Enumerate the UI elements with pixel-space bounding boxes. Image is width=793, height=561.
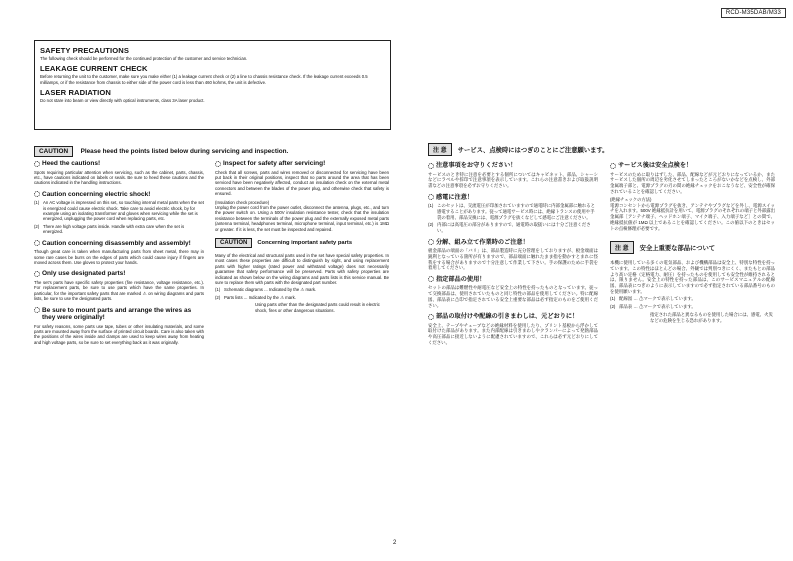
gear-icon: [428, 194, 434, 200]
important-parts-heading: Concerning important safety parts: [257, 239, 353, 246]
gear-icon: [215, 161, 221, 167]
jp-s1-text: サービスのとき特に注意を必要とする個所についてはキャビネット、部品、シャーシなどにラベルや捺印で注意事項を表示しています。これらの注意書きおよび取扱説明書などの注意事項を必ずお守りください。: [428, 171, 598, 188]
shock-item-1: (1) An AC voltage is impressed on this set, so touching internal metal parts when the set is energized could cause electric shock. Take care to avoid electric shock, by for example using an isolating transformer and gloves when servicing while the set is energized, unplugging the power cord when replacing parts, etc.: [34, 200, 204, 222]
gear-icon: [610, 163, 616, 169]
caution-label: CAUTION: [215, 238, 252, 248]
left-column: [34, 155, 204, 347]
jp-s4-text: セットの部品は難燃性や耐電圧など安全上の特性を持ったものとなっています。従って交換部品は、使用されていたものと同じ特性の部品を使用してください。特に配線図、部品表に⚠印で指定されている安全上重要な部品は必ず指定のものをご使用ください。: [428, 285, 598, 308]
jp-s5-text: 安全上、テープやチューブなどの絶縁材料を使用したり、プリント基板から浮かして取付けた部品があります。また内部配線は引きまわしやクランパーによって発熱部品や高圧部品に接近しないように配慮されていますので、これらは必ず元どおりにしてください。: [428, 322, 598, 345]
jp-s7-item-2: (2) 部品表 … ⚠マークで表示しています。: [610, 304, 696, 310]
model-number: RCD-M35DAB/M33: [721, 8, 786, 18]
gear-icon: [428, 163, 434, 169]
shock-item-2: (2) There are high voltage parts inside. Handle with extra care when the set is energized.: [34, 223, 185, 235]
jp-s6-sub-text: 電源コンセントから電源プラグを抜き、アンテナやプラグなどを外し、電源スイッチを入れます。500V 絶縁抵抗計を用いて、電源プラグのそれぞれの端子と外部露出金属部［アンテナ端子、ヘッドホン端子、マイク端子、入力端子など］との間で、絶縁抵抗値が 1MΩ 以上であることを確認してください。この値以下のときはセットの点検修理が必要です。: [610, 202, 775, 231]
heed-text: Spots requiring particular attention when servicing, such as the cabinet, parts, chassis, etc., have cautions indicated on labels or seals. Be sure to heed these cautions and the cautions indicated in the handling instructions.: [34, 169, 204, 186]
jp-s2-heading: 感電に注意！: [428, 194, 598, 202]
jp-s2-item-1: (1) このセットは、交流電圧が印加されていますので通電時に内部金属部に触れると感電することがあります。従って通電サービス時には、絶縁トランスの使用や手袋の着用、部品交換には、電源プラグを抜くなどして感電にご注意ください。: [428, 203, 596, 220]
inspect-text: Check that all screws, parts and wires removed or disconnected for servicing have been put back in their original positions, inspect that no parts around the area that has been serviced have been negatively affected, conduct an insulation check on the external metal connectors and between the blades of the power plug, and otherwise check that safety is ensured.: [215, 169, 389, 197]
laser-heading: LASER RADIATION: [40, 87, 111, 97]
caution-banner-text: Please heed the points listed below during servicing and inspection.: [80, 148, 289, 156]
jp-s5-heading: 部品の取付けや配線の引きまわしは、元どおりに！: [428, 313, 598, 321]
insulation-text: Unplug the power cord from the power outlet, disconnect the antenna, plugs, etc., and turn the power switch on. Using a 500V insulation resistance tester, check that the insulation resistance between the terminals of the power plug and the externally exposed metal parts (antenna terminal, headphones terminal, microphone terminal, input terminal, etc.) is 1MΩ or greater. If it is less, the set must be inspected and repaired.: [215, 204, 389, 232]
safety-heading: SAFETY PRECAUTIONS: [40, 46, 129, 55]
jp-s6-text: サービスのために取りはずした、部品、配線などが元どおりになっているか、またサービスした個所の周辺を劣化させてしまったところがないかなどを点検し、外部金属端子部と、電源プラグの刃の間の絶縁チェックをおこなうなど、安全性が確保されていることを確認してください。: [610, 171, 775, 194]
designated-text: The set's parts have specific safety properties (fire resistance, voltage resistance, etc.). For replacement parts, be sure to use parts which have the same properties. In particular, for the important safety parts that are marked ⚠ on wiring diagrams and parts lists, be sure to use the designated parts.: [34, 279, 204, 302]
jp-caution-title: サービス、点検時にはつぎのことにご注意願います。: [457, 147, 609, 154]
important-parts-text: Many of the electrical and structural parts used in the set have special safety properties. In most cases these properties are difficult to distinguish by sight, and using replacement parts with higher ratings (rated power and withstand voltage) does not necessarily guarantee that safety performance will be preserved. Parts with safety properties are indicated as shown below on the wiring diagrams and parts lists is this service manual. Be sure to replace them with parts with the designated part number.: [215, 252, 389, 285]
jp-important-title: 安全上重要な部品について: [639, 245, 716, 253]
important-parts-banner: [215, 238, 389, 248]
jp-s7-text: 本機に使用している多くの電気部品、および機構部品は安全上、特別な特性を持っています。この特性はほとんどの場合、外観では判別つきにくく、またもとの部品より高い定格（定格電力、耐圧）を持ったものを使用しても安全性が維持されるとは、限りません。安全上の特性を持った部品は、このサービスマニュアルの配線図、部品表につぎのように表示していますので必ず指定されている部品番号のものを使用願います。: [610, 260, 775, 294]
gear-icon: [34, 307, 40, 313]
gear-icon: [34, 191, 40, 197]
jp-s7-item-1: (1) 配線図 … ⚠マークで表示しています。: [610, 296, 696, 302]
designated-heading: Only use designated parts!: [34, 270, 204, 278]
mount-heading: Be sure to mount parts and arrange the wires as they were originally!: [34, 307, 204, 322]
jp-s7-item-2-note: 指定された部品と異なるものを使用した場合には、感電、火災などの危険を生じる恐れがあります。: [650, 311, 773, 323]
gear-icon: [34, 271, 40, 277]
jp-s1-heading: 注意事項をお守りください！: [428, 162, 598, 170]
gear-icon: [34, 161, 40, 167]
jp-s6-heading: サービス後は安全点検を！: [610, 162, 775, 170]
page-number: 2: [393, 540, 397, 546]
important-item-2: (2) Parts lists ... Indicated by the ⚠ mark.: [215, 294, 296, 300]
jp-s3-heading: 分解、組み立て作業時のご注意！: [428, 239, 598, 247]
jp-s2-item-2: (2) 内部には高電圧の部分がありますので、通電時の取扱いには十分ご注意ください。: [428, 222, 591, 233]
caution-label: CAUTION: [34, 146, 73, 157]
leakage-heading: LEAKAGE CURRENT CHECK: [40, 64, 148, 74]
heed-heading: Heed the cautions!: [34, 160, 204, 168]
gear-icon: [428, 314, 434, 320]
gear-icon: [428, 276, 434, 282]
shock-heading: Caution concerning electric shock!: [34, 191, 204, 199]
disassembly-text: Though great care is taken when manufacturing parts from sheet metal, there may in some rare cases be burrs on the edges of parts which could cause injury if fingers are moved across them. Use gloves to protect your hands.: [34, 249, 204, 265]
important-item-2-note: Using parts other than the designated parts could result in electric shock, fires or other dangerous situations.: [255, 302, 380, 313]
laser-text: Do not stare into beam or view directly with optical instruments, class 3A laser product.: [40, 97, 205, 103]
jp-important-banner: [610, 241, 775, 254]
insulation-heading: (Insulation check procedure): [215, 199, 270, 205]
jp-left-column: [428, 157, 598, 348]
important-item-1: (1) Schematic diagrams ... Indicated by the ⚠ mark.: [215, 287, 317, 293]
jp-s4-heading: 指定部品の使用！: [428, 276, 598, 284]
gear-icon: [34, 240, 40, 246]
jp-caution-banner: [428, 143, 768, 156]
safety-text: The following check should be performed for the continued protection of the customer and service technician.: [40, 56, 248, 61]
jp-s6-sub-heading: (絶縁チェックの方法): [610, 197, 652, 203]
middle-column: [215, 155, 389, 315]
leakage-text: Before returning the unit to the customer, make sure you make either (1) a leakage current check or (2) a line to chassis resistance check. If the leakage current exceeds 0.5 milliamps, or if the resistance from chassis to either side of the power cord is less than 460 kohms, the unit is defective.: [40, 74, 368, 85]
mount-text: For safety reasons, some parts use tape, tubes or other insulating materials, and some parts are mounted away from the surface of printed circuit boards. Care is also taken with the positions of the wires inside and clamps are used to keep wires away from heating and high voltage parts, so be sure to set everything back as it was originally.: [34, 323, 204, 345]
jp-right-column: [610, 157, 775, 325]
inspect-heading: Inspect for safety after servicing!: [215, 160, 389, 168]
jp-caution-label: 注 意: [428, 143, 452, 156]
jp-s3-text: 板金部品の端面の「バリ」は、部品製造時に充分管理をしておりますが、板金端面は鋭利となっている箇所が有りますので、部品端面に触れたまま指を動かすとまれに怪我をする場合がありますので十分注意して作業して下さい。手の保護のために手袋を着用してください。: [428, 248, 598, 271]
disassembly-heading: Caution concerning disassembly and assembly!: [34, 240, 204, 248]
caution-banner: [34, 143, 394, 155]
jp-caution-label-2: 注 意: [610, 241, 634, 254]
gear-icon: [428, 239, 434, 245]
safety-precautions-box: [34, 40, 391, 130]
